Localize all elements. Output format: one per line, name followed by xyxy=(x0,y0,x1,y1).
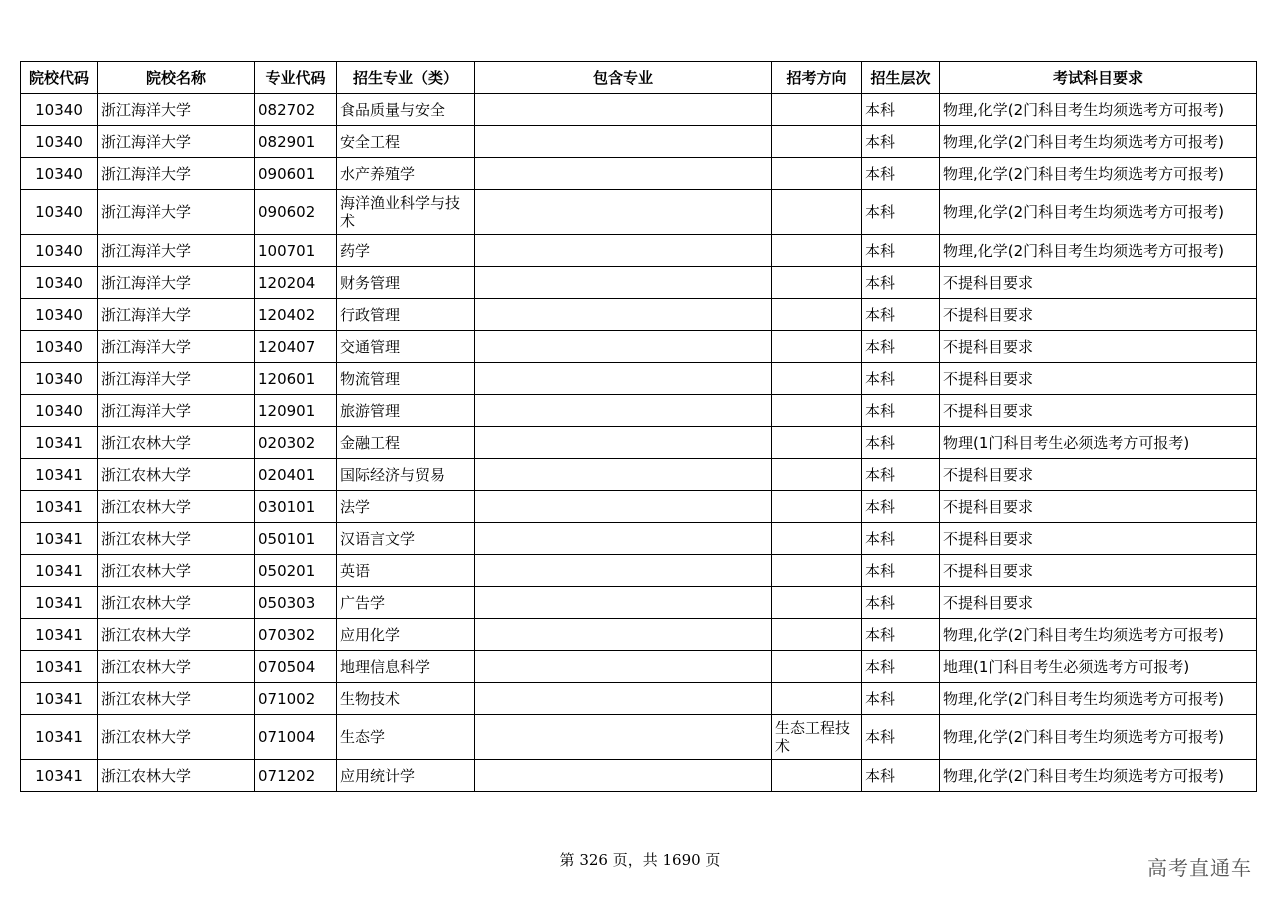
cell-includes xyxy=(475,619,772,651)
cell-major: 财务管理 xyxy=(337,267,475,299)
cell-level: 本科 xyxy=(862,158,940,190)
page-number: 第 326 页，共 1690 页 xyxy=(559,851,721,869)
cell-school-code: 10341 xyxy=(21,683,98,715)
cell-level: 本科 xyxy=(862,619,940,651)
cell-includes xyxy=(475,491,772,523)
cell-level: 本科 xyxy=(862,555,940,587)
table-row xyxy=(21,267,1257,299)
cell-major: 旅游管理 xyxy=(337,395,475,427)
cell-major: 生物技术 xyxy=(337,683,475,715)
cell-level: 本科 xyxy=(862,395,940,427)
header-row xyxy=(21,62,1257,94)
cell-school-name: 浙江海洋大学 xyxy=(98,126,255,158)
cell-school-name: 浙江农林大学 xyxy=(98,760,255,792)
cell-direction xyxy=(772,126,862,158)
cell-includes xyxy=(475,267,772,299)
header-level: 招生层次 xyxy=(862,62,940,94)
cell-school-code: 10341 xyxy=(21,491,98,523)
cell-major: 广告学 xyxy=(337,587,475,619)
cell-requirement: 物理,化学(2门科目考生均须选考方可报考) xyxy=(940,235,1257,267)
table-row xyxy=(21,683,1257,715)
cell-major-code: 120901 xyxy=(255,395,337,427)
cell-school-name: 浙江农林大学 xyxy=(98,459,255,491)
cell-school-name: 浙江农林大学 xyxy=(98,523,255,555)
cell-major: 法学 xyxy=(337,491,475,523)
cell-includes xyxy=(475,363,772,395)
cell-direction xyxy=(772,491,862,523)
cell-requirement: 物理,化学(2门科目考生均须选考方可报考) xyxy=(940,619,1257,651)
cell-requirement: 不提科目要求 xyxy=(940,299,1257,331)
cell-major: 应用统计学 xyxy=(337,760,475,792)
cell-major-code: 120204 xyxy=(255,267,337,299)
cell-requirement: 物理,化学(2门科目考生均须选考方可报考) xyxy=(940,683,1257,715)
cell-major-code: 082702 xyxy=(255,94,337,126)
header-school-code: 院校代码 xyxy=(21,62,98,94)
table-row xyxy=(21,395,1257,427)
cell-school-name: 浙江农林大学 xyxy=(98,555,255,587)
cell-school-name: 浙江海洋大学 xyxy=(98,235,255,267)
cell-major-code: 120407 xyxy=(255,331,337,363)
table-row xyxy=(21,299,1257,331)
header-requirement: 考试科目要求 xyxy=(940,62,1257,94)
cell-level: 本科 xyxy=(862,491,940,523)
cell-school-code: 10340 xyxy=(21,395,98,427)
cell-includes xyxy=(475,395,772,427)
cell-school-code: 10341 xyxy=(21,651,98,683)
cell-requirement: 物理,化学(2门科目考生均须选考方可报考) xyxy=(940,126,1257,158)
cell-school-code: 10340 xyxy=(21,126,98,158)
cell-requirement: 不提科目要求 xyxy=(940,587,1257,619)
cell-requirement: 物理,化学(2门科目考生均须选考方可报考) xyxy=(940,158,1257,190)
cell-level: 本科 xyxy=(862,587,940,619)
cell-major: 交通管理 xyxy=(337,331,475,363)
cell-includes xyxy=(475,459,772,491)
table-row xyxy=(21,523,1257,555)
cell-major: 水产养殖学 xyxy=(337,158,475,190)
cell-major: 药学 xyxy=(337,235,475,267)
cell-level: 本科 xyxy=(862,760,940,792)
table-row xyxy=(21,651,1257,683)
cell-school-name: 浙江农林大学 xyxy=(98,683,255,715)
cell-major: 英语 xyxy=(337,555,475,587)
cell-level: 本科 xyxy=(862,459,940,491)
cell-includes xyxy=(475,555,772,587)
cell-direction xyxy=(772,555,862,587)
cell-requirement: 不提科目要求 xyxy=(940,363,1257,395)
table-row xyxy=(21,555,1257,587)
cell-direction xyxy=(772,235,862,267)
cell-includes xyxy=(475,683,772,715)
cell-direction xyxy=(772,158,862,190)
cell-level: 本科 xyxy=(862,267,940,299)
cell-level: 本科 xyxy=(862,235,940,267)
table-row xyxy=(21,760,1257,792)
cell-school-code: 10341 xyxy=(21,555,98,587)
cell-major-code: 071202 xyxy=(255,760,337,792)
cell-school-name: 浙江海洋大学 xyxy=(98,267,255,299)
cell-major-code: 070302 xyxy=(255,619,337,651)
cell-direction xyxy=(772,331,862,363)
cell-direction xyxy=(772,619,862,651)
cell-major-code: 100701 xyxy=(255,235,337,267)
cell-direction xyxy=(772,459,862,491)
cell-direction xyxy=(772,651,862,683)
cell-school-name: 浙江海洋大学 xyxy=(98,299,255,331)
cell-includes xyxy=(475,94,772,126)
cell-major: 国际经济与贸易 xyxy=(337,459,475,491)
cell-requirement: 物理,化学(2门科目考生均须选考方可报考) xyxy=(940,760,1257,792)
cell-school-code: 10340 xyxy=(21,158,98,190)
cell-school-code: 10340 xyxy=(21,190,98,235)
cell-level: 本科 xyxy=(862,523,940,555)
cell-major: 生态学 xyxy=(337,715,475,760)
cell-direction xyxy=(772,760,862,792)
cell-direction: 生态工程技术 xyxy=(772,715,862,760)
cell-level: 本科 xyxy=(862,683,940,715)
cell-school-name: 浙江海洋大学 xyxy=(98,363,255,395)
cell-direction xyxy=(772,267,862,299)
cell-major-code: 020401 xyxy=(255,459,337,491)
cell-includes xyxy=(475,331,772,363)
table-row xyxy=(21,587,1257,619)
table-row xyxy=(21,459,1257,491)
table-row xyxy=(21,190,1257,235)
table-row xyxy=(21,126,1257,158)
cell-level: 本科 xyxy=(862,427,940,459)
cell-includes xyxy=(475,126,772,158)
cell-school-code: 10340 xyxy=(21,267,98,299)
cell-major: 海洋渔业科学与技术 xyxy=(337,190,475,235)
cell-major: 行政管理 xyxy=(337,299,475,331)
cell-school-code: 10341 xyxy=(21,523,98,555)
cell-school-name: 浙江海洋大学 xyxy=(98,331,255,363)
cell-includes xyxy=(475,158,772,190)
cell-major: 物流管理 xyxy=(337,363,475,395)
cell-includes xyxy=(475,523,772,555)
cell-direction xyxy=(772,190,862,235)
cell-major-code: 082901 xyxy=(255,126,337,158)
cell-major: 汉语言文学 xyxy=(337,523,475,555)
cell-direction xyxy=(772,395,862,427)
cell-direction xyxy=(772,94,862,126)
cell-direction xyxy=(772,587,862,619)
table-row xyxy=(21,94,1257,126)
cell-major-code: 120402 xyxy=(255,299,337,331)
cell-major-code: 090602 xyxy=(255,190,337,235)
cell-major-code: 090601 xyxy=(255,158,337,190)
cell-includes xyxy=(475,299,772,331)
cell-level: 本科 xyxy=(862,126,940,158)
table-row xyxy=(21,427,1257,459)
cell-major: 金融工程 xyxy=(337,427,475,459)
cell-school-code: 10341 xyxy=(21,587,98,619)
cell-includes xyxy=(475,587,772,619)
admission-table xyxy=(20,61,1257,792)
cell-requirement: 物理,化学(2门科目考生均须选考方可报考) xyxy=(940,715,1257,760)
cell-major-code: 120601 xyxy=(255,363,337,395)
cell-level: 本科 xyxy=(862,651,940,683)
cell-school-name: 浙江海洋大学 xyxy=(98,395,255,427)
cell-level: 本科 xyxy=(862,94,940,126)
cell-school-code: 10341 xyxy=(21,760,98,792)
cell-requirement: 不提科目要求 xyxy=(940,491,1257,523)
cell-direction xyxy=(772,427,862,459)
cell-level: 本科 xyxy=(862,299,940,331)
cell-school-name: 浙江农林大学 xyxy=(98,427,255,459)
cell-direction xyxy=(772,683,862,715)
cell-school-name: 浙江海洋大学 xyxy=(98,190,255,235)
table-row xyxy=(21,619,1257,651)
cell-includes xyxy=(475,715,772,760)
cell-major: 应用化学 xyxy=(337,619,475,651)
cell-level: 本科 xyxy=(862,190,940,235)
cell-includes xyxy=(475,760,772,792)
cell-requirement: 不提科目要求 xyxy=(940,459,1257,491)
cell-level: 本科 xyxy=(862,363,940,395)
cell-requirement: 地理(1门科目考生必须选考方可报考) xyxy=(940,651,1257,683)
cell-major-code: 071004 xyxy=(255,715,337,760)
cell-school-code: 10341 xyxy=(21,427,98,459)
cell-requirement: 不提科目要求 xyxy=(940,555,1257,587)
cell-school-code: 10340 xyxy=(21,235,98,267)
cell-school-name: 浙江农林大学 xyxy=(98,587,255,619)
cell-major-code: 071002 xyxy=(255,683,337,715)
header-school-name: 院校名称 xyxy=(98,62,255,94)
cell-school-code: 10341 xyxy=(21,459,98,491)
table-row xyxy=(21,491,1257,523)
table-body xyxy=(21,94,1257,792)
cell-requirement: 物理,化学(2门科目考生均须选考方可报考) xyxy=(940,190,1257,235)
cell-level: 本科 xyxy=(862,331,940,363)
cell-major-code: 050303 xyxy=(255,587,337,619)
table-row xyxy=(21,235,1257,267)
cell-includes xyxy=(475,190,772,235)
table-row xyxy=(21,715,1257,760)
header-major: 招生专业（类） xyxy=(337,62,475,94)
cell-includes xyxy=(475,427,772,459)
cell-school-name: 浙江农林大学 xyxy=(98,715,255,760)
table-row xyxy=(21,331,1257,363)
cell-requirement: 不提科目要求 xyxy=(940,523,1257,555)
cell-school-code: 10341 xyxy=(21,715,98,760)
cell-direction xyxy=(772,363,862,395)
header-includes: 包含专业 xyxy=(475,62,772,94)
header-direction: 招考方向 xyxy=(772,62,862,94)
cell-requirement: 不提科目要求 xyxy=(940,395,1257,427)
cell-major-code: 050101 xyxy=(255,523,337,555)
cell-level: 本科 xyxy=(862,715,940,760)
cell-includes xyxy=(475,235,772,267)
cell-school-name: 浙江海洋大学 xyxy=(98,158,255,190)
cell-requirement: 不提科目要求 xyxy=(940,267,1257,299)
table-row xyxy=(21,158,1257,190)
cell-major-code: 030101 xyxy=(255,491,337,523)
cell-requirement: 不提科目要求 xyxy=(940,331,1257,363)
cell-major: 食品质量与安全 xyxy=(337,94,475,126)
cell-school-code: 10340 xyxy=(21,363,98,395)
cell-school-name: 浙江农林大学 xyxy=(98,491,255,523)
cell-major: 地理信息科学 xyxy=(337,651,475,683)
cell-direction xyxy=(772,299,862,331)
cell-school-code: 10340 xyxy=(21,299,98,331)
cell-includes xyxy=(475,651,772,683)
cell-school-name: 浙江农林大学 xyxy=(98,619,255,651)
cell-school-code: 10340 xyxy=(21,331,98,363)
cell-school-code: 10340 xyxy=(21,94,98,126)
cell-major-code: 070504 xyxy=(255,651,337,683)
cell-school-code: 10341 xyxy=(21,619,98,651)
cell-major-code: 050201 xyxy=(255,555,337,587)
table-row xyxy=(21,363,1257,395)
cell-major: 安全工程 xyxy=(337,126,475,158)
cell-major-code: 020302 xyxy=(255,427,337,459)
cell-school-name: 浙江海洋大学 xyxy=(98,94,255,126)
cell-direction xyxy=(772,523,862,555)
cell-requirement: 物理(1门科目考生必须选考方可报考) xyxy=(940,427,1257,459)
header-major-code: 专业代码 xyxy=(255,62,337,94)
cell-school-name: 浙江农林大学 xyxy=(98,651,255,683)
watermark: 高考直通车 xyxy=(1147,856,1252,880)
cell-requirement: 物理,化学(2门科目考生均须选考方可报考) xyxy=(940,94,1257,126)
